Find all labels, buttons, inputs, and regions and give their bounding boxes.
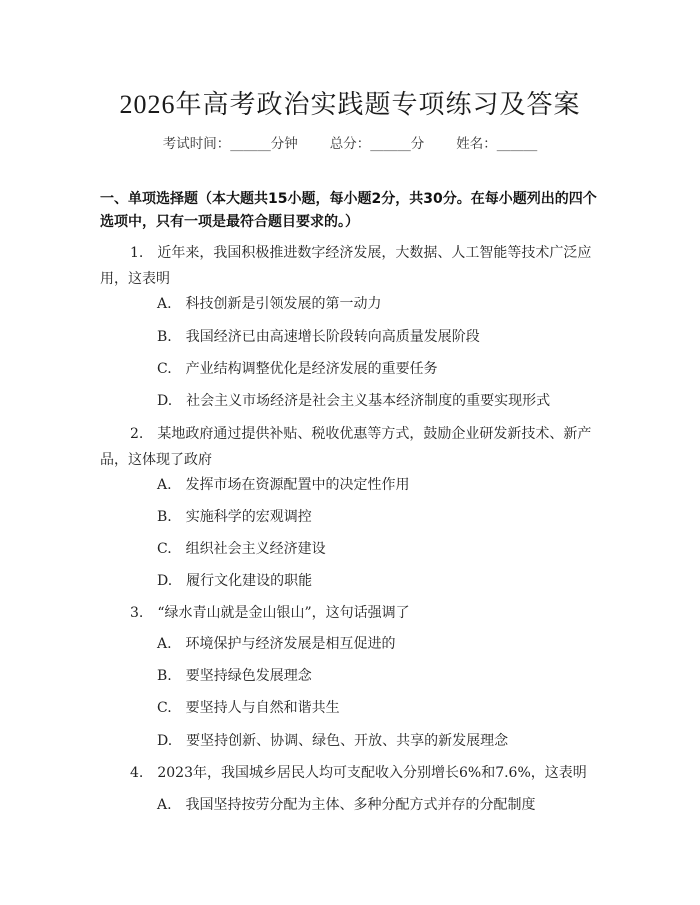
- exam-name-field: 姓名：______: [456, 136, 538, 152]
- page-title: 2026年高考政治实践题专项练习及答案: [119, 90, 581, 119]
- question-2-option-a: A. 发挥市场在资源配置中的决定性作用: [157, 477, 410, 493]
- question-3-option-a: A. 环境保护与经济发展是相互促进的: [157, 636, 396, 652]
- question-1-option-a: A. 科技创新是引领发展的第一动力: [157, 296, 382, 312]
- question-1-option-b: B. 我国经济已由高速增长阶段转向高质量发展阶段: [157, 329, 480, 345]
- question-3-option-d: D. 要坚持创新、协调、绿色、开放、共享的新发展理念: [157, 733, 509, 749]
- exam-total-score: 总分：______分: [329, 136, 425, 152]
- question-2-stem: 2. 某地政府通过提供补贴、税收优惠等方式，鼓励企业研发新技术、新产品，这体现了政府: [100, 426, 592, 468]
- question-1-option-d: D. 社会主义市场经济是社会主义基本经济制度的重要实现形式: [157, 393, 551, 409]
- question-1-option-c: C. 产业结构调整优化是经济发展的重要任务: [157, 361, 438, 377]
- question-2-option-d: D. 履行文化建设的职能: [157, 573, 313, 589]
- question-2-option-b: B. 实施科学的宏观调控: [157, 509, 312, 525]
- question-2-option-c: C. 组织社会主义经济建设: [157, 541, 326, 557]
- exam-meta: [0, 132, 700, 152]
- question-4-stem: 4. 2023年，我国城乡居民人均可支配收入分别增长6%和7.6%，这表明: [130, 765, 587, 781]
- question-1-stem: 1. 近年来，我国积极推进数字经济发展，大数据、人工智能等技术广泛应用，这表明: [100, 245, 592, 287]
- exam-time: 考试时间：______分钟: [162, 136, 298, 152]
- question-3-option-c: C. 要坚持人与自然和谐共生: [157, 700, 340, 716]
- question-3-option-b: B. 要坚持绿色发展理念: [157, 668, 312, 684]
- question-3-stem: 3. “绿水青山就是金山银山”，这句话强调了: [130, 605, 410, 621]
- section-heading: 一、单项选择题（本大题共15小题，每小题2分，共30分。在每小题列出的四个选项中，只有一项是最符合题目要求的。）: [100, 191, 597, 230]
- question-4-option-a: A. 我国坚持按劳分配为主体、多种分配方式并存的分配制度: [157, 797, 536, 813]
